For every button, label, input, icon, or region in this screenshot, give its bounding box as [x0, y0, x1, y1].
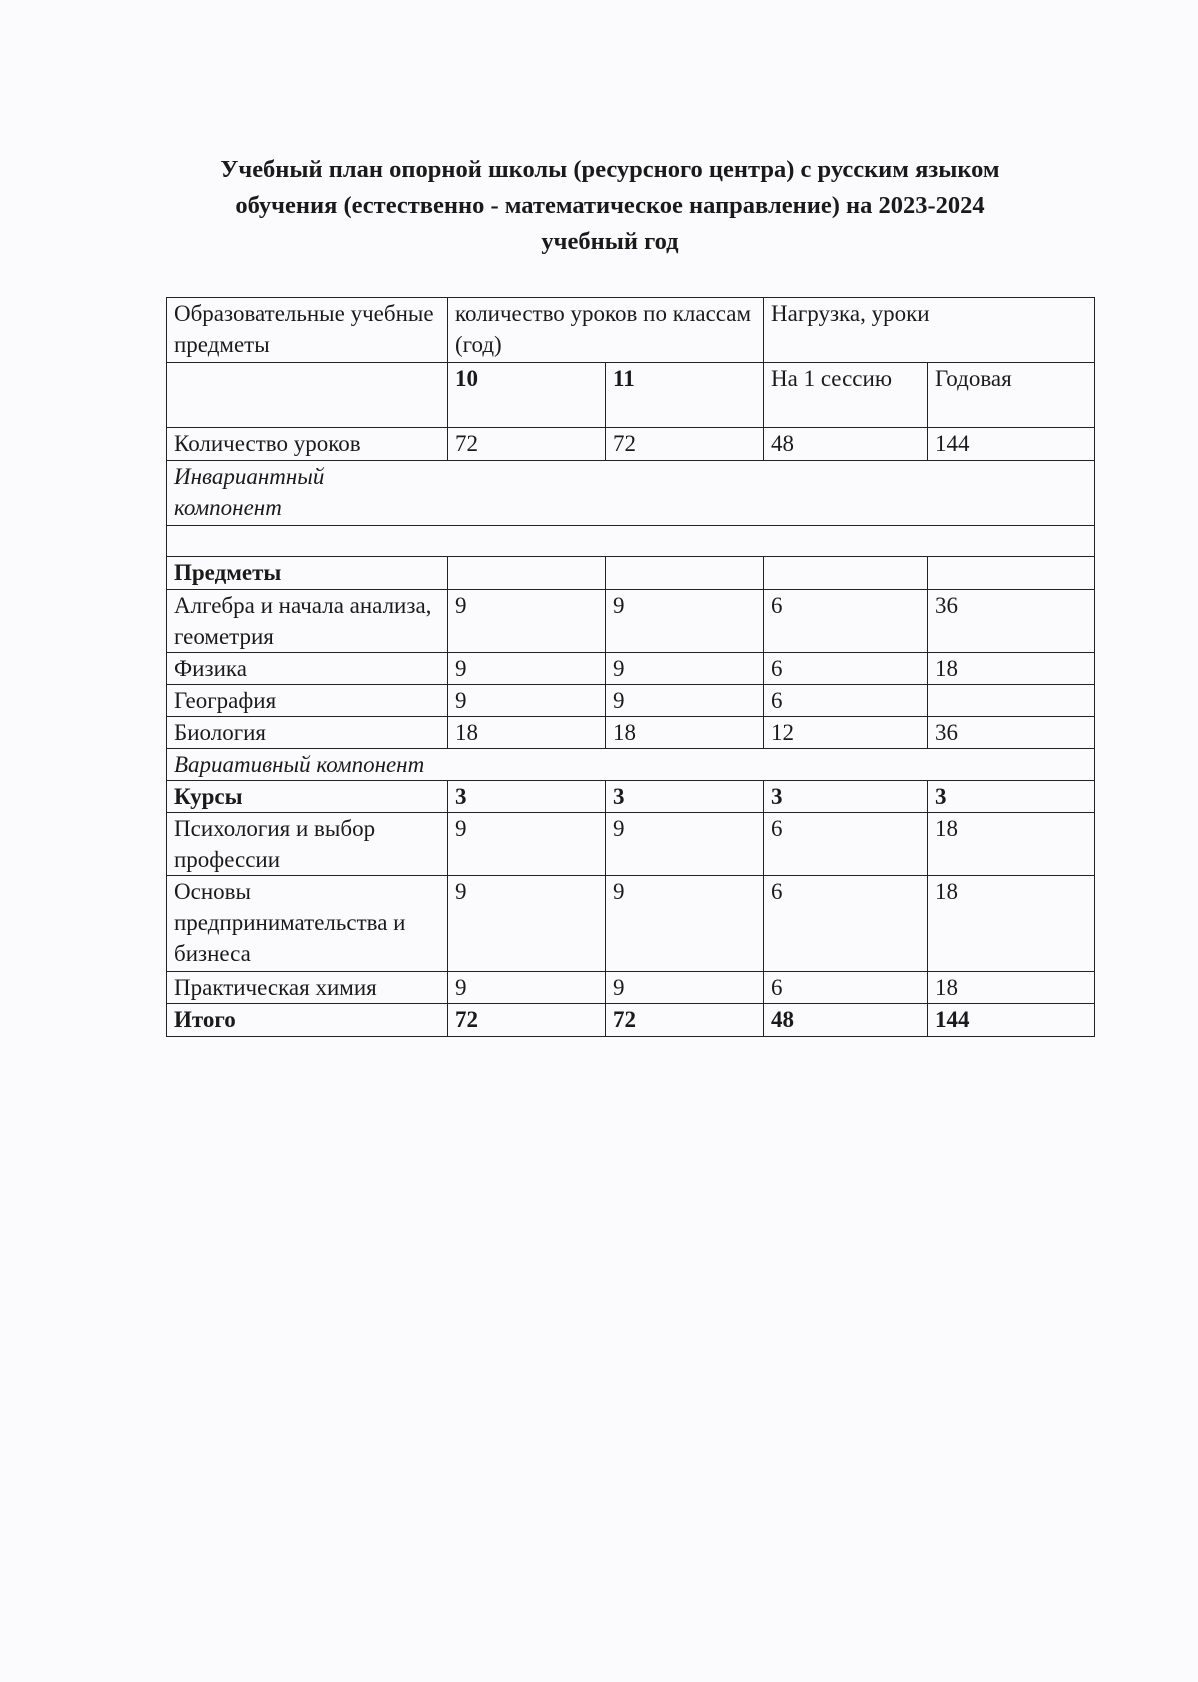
- row-label: Количество уроков: [167, 428, 448, 461]
- total-label: Итого: [167, 1004, 448, 1037]
- cell-per-session: 6: [764, 590, 928, 653]
- cell-class-11: 3: [606, 781, 764, 813]
- table-row: [167, 428, 1095, 461]
- cell-per-session: 3: [764, 781, 928, 813]
- cell-class-10: 9: [448, 813, 606, 876]
- cell-annual: 18: [928, 972, 1095, 1004]
- cell-annual: 18: [928, 653, 1095, 685]
- cell-class-10: 9: [448, 685, 606, 717]
- header-annual: Годовая: [928, 363, 1095, 428]
- cell-per-session: 6: [764, 653, 928, 685]
- curriculum-table: [166, 297, 1095, 1037]
- table-row: [167, 590, 1095, 653]
- cell-annual: 144: [928, 428, 1095, 461]
- cell-annual: 36: [928, 717, 1095, 749]
- section-row-invariant: [167, 461, 1095, 526]
- table-row: [167, 813, 1095, 876]
- subjects-heading: Предметы: [167, 557, 448, 590]
- cell-class-11: 9: [606, 813, 764, 876]
- table-row: [167, 717, 1095, 749]
- cell-class-10: 72: [448, 1004, 606, 1037]
- cell-per-session: 6: [764, 685, 928, 717]
- subject-name: География: [167, 685, 448, 717]
- cell-per-session: 6: [764, 876, 928, 972]
- cell-annual: 36: [928, 590, 1095, 653]
- cell-class-11: 9: [606, 685, 764, 717]
- header-class-11: 11: [606, 363, 764, 428]
- cell-class-11: 9: [606, 972, 764, 1004]
- title-line-1: Учебный план опорной школы (ресурсного центра) с русским языком: [220, 156, 1000, 183]
- header-class-10: 10: [448, 363, 606, 428]
- course-name: Психология и выбор профессии: [167, 813, 448, 876]
- subject-name: Алгебра и начала анализа, геометрия: [167, 590, 448, 653]
- header-subjects: Образовательные учебные предметы: [167, 298, 448, 363]
- section-label: Вариативный компонент: [167, 749, 1095, 781]
- cell-class-11: 72: [606, 1004, 764, 1037]
- cell-annual: 144: [928, 1004, 1095, 1037]
- cell-class-10: 9: [448, 972, 606, 1004]
- cell-class-10: 9: [448, 653, 606, 685]
- cell-annual: 3: [928, 781, 1095, 813]
- cell-annual: [928, 685, 1095, 717]
- table-subheader-row: [167, 363, 1095, 428]
- cell-class-11: 9: [606, 876, 764, 972]
- title-line-3: учебный год: [541, 228, 679, 255]
- cell-class-10: 18: [448, 717, 606, 749]
- courses-label: Курсы: [167, 781, 448, 813]
- table-row: [167, 876, 1095, 972]
- header-lessons-by-class: количество уроков по классам (год): [448, 298, 764, 363]
- cell-per-session: 48: [764, 428, 928, 461]
- cell-per-session: 48: [764, 1004, 928, 1037]
- cell-per-session: 12: [764, 717, 928, 749]
- cell-class-11: 9: [606, 590, 764, 653]
- table-row: [167, 653, 1095, 685]
- document-title: [150, 152, 1070, 260]
- cell-class-10: 3: [448, 781, 606, 813]
- section-label: Инвариантный компонент: [174, 464, 325, 520]
- table-header-row: [167, 298, 1095, 363]
- header-load: Нагрузка, уроки: [764, 298, 1095, 363]
- cell-class-10: 9: [448, 876, 606, 972]
- subject-name: Биология: [167, 717, 448, 749]
- course-name: Основы предпринимательства и бизнеса: [167, 876, 448, 972]
- empty-row: [167, 526, 1095, 557]
- cell-per-session: 6: [764, 813, 928, 876]
- subjects-heading-row: [167, 557, 1095, 590]
- cell-class-10: 9: [448, 590, 606, 653]
- subheader-empty: [167, 363, 448, 428]
- title-line-2: обучения (естественно - математическое направление) на 2023-2024: [235, 192, 985, 219]
- cell-class-10: 72: [448, 428, 606, 461]
- cell-class-11: 18: [606, 717, 764, 749]
- cell-per-session: 6: [764, 972, 928, 1004]
- table-row: [167, 685, 1095, 717]
- course-name: Практическая химия: [167, 972, 448, 1004]
- subject-name: Физика: [167, 653, 448, 685]
- cell-class-11: 9: [606, 653, 764, 685]
- header-per-session: На 1 сессию: [764, 363, 928, 428]
- section-row-variative: [167, 749, 1095, 781]
- cell-annual: 18: [928, 813, 1095, 876]
- cell-annual: 18: [928, 876, 1095, 972]
- courses-row: [167, 781, 1095, 813]
- table-row: [167, 972, 1095, 1004]
- total-row: [167, 1004, 1095, 1037]
- cell-class-11: 72: [606, 428, 764, 461]
